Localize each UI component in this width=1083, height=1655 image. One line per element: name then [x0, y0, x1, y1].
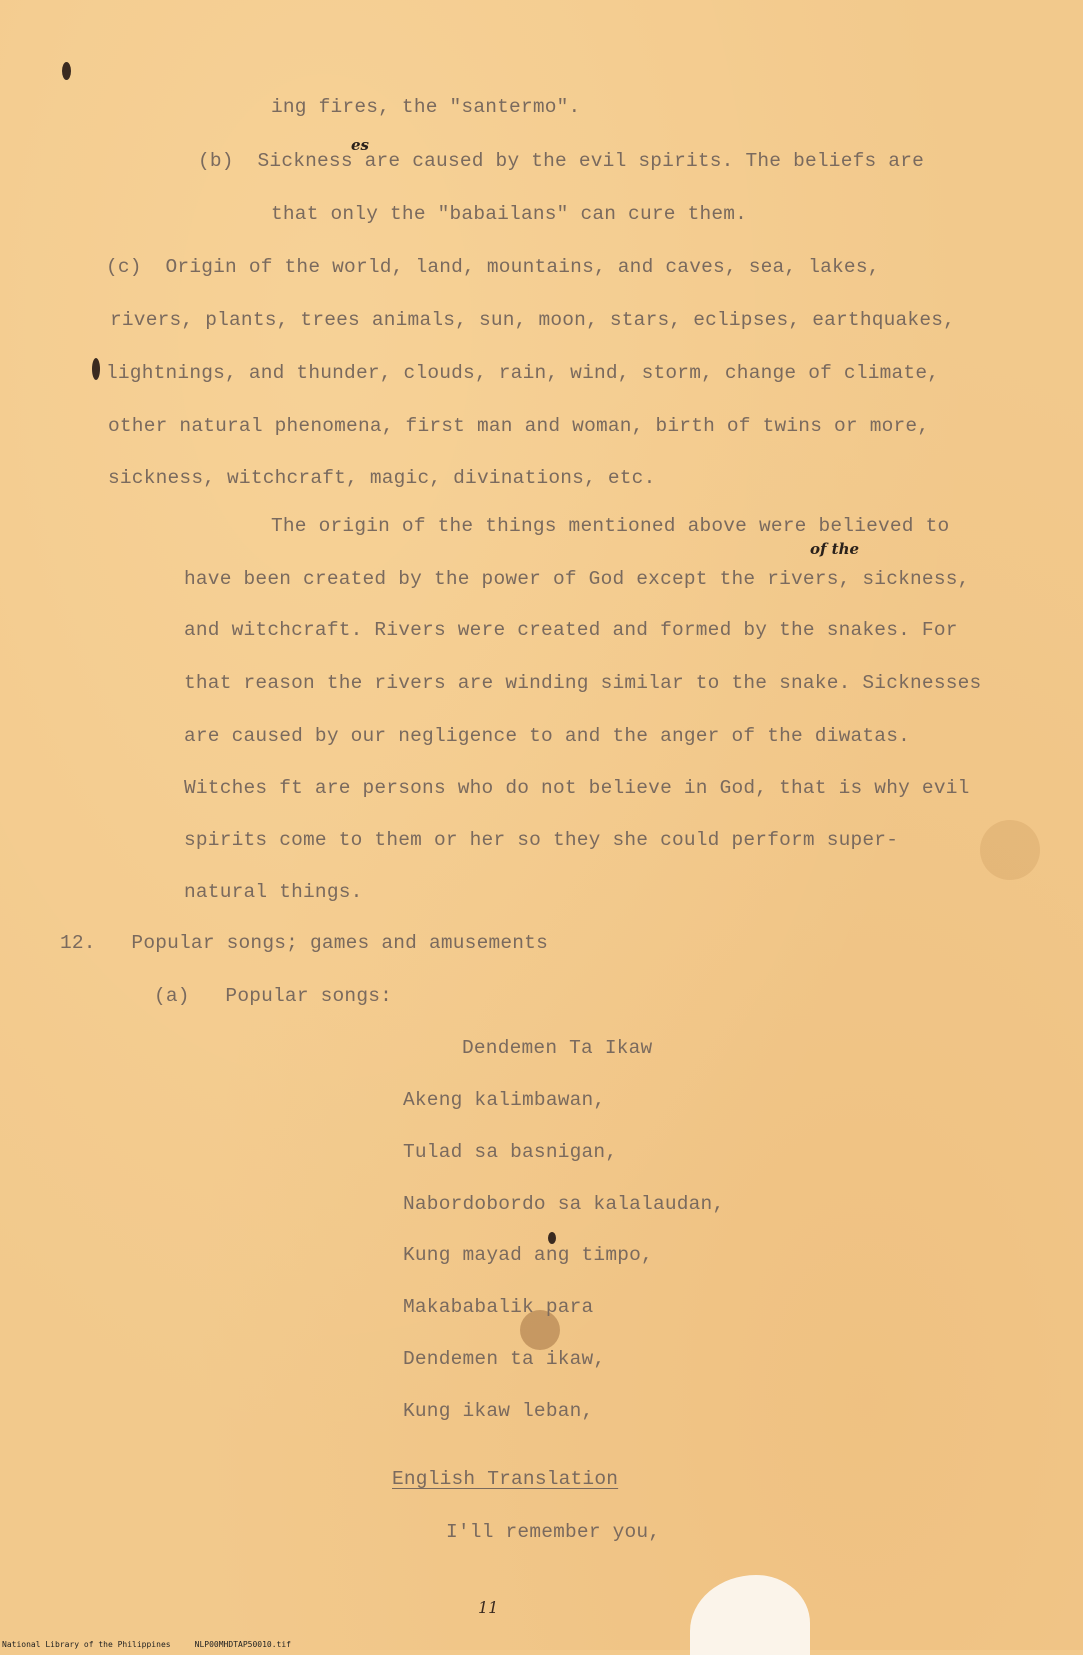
handwritten-insert: of the: [810, 540, 860, 558]
torn-corner: [690, 1575, 810, 1655]
text-line: have been created by the power of God except the rivers, sickness,: [184, 568, 970, 590]
song-line: Tulad sa basnigan,: [403, 1141, 618, 1163]
song-line: Kung mayad ang timpo,: [403, 1244, 653, 1266]
ink-mark: [548, 1232, 556, 1244]
song-line: Kung ikaw leban,: [403, 1400, 594, 1422]
translation-line: I'll remember you,: [446, 1521, 661, 1543]
translation-heading: English Translation: [392, 1468, 619, 1490]
text-line: Witches ft are persons who do not believe in God, that is why evil: [184, 777, 970, 799]
song-title: Dendemen Ta Ikaw: [462, 1037, 653, 1059]
text-line: rivers, plants, trees animals, sun, moon, stars, eclipses, earthquakes,: [110, 309, 956, 331]
song-line: Makababalik para: [403, 1296, 594, 1318]
text-line: (b) Sickness are caused by the evil spirits. The beliefs are: [198, 150, 925, 172]
stain: [980, 820, 1040, 880]
text-line: spirits come to them or her so they she could perform super-: [184, 829, 899, 851]
song-line: Nabordobordo sa kalalaudan,: [403, 1193, 725, 1215]
page-number: 11: [478, 1598, 499, 1617]
text-line: are caused by our negligence to and the anger of the diwatas.: [184, 725, 911, 747]
ink-mark: [62, 62, 71, 80]
text-line: and witchcraft. Rivers were created and formed by the snakes. For: [184, 619, 958, 641]
subsection-heading: (a) Popular songs:: [154, 985, 393, 1007]
text-line: that only the "babailans" can cure them.: [271, 203, 748, 225]
text-line: sickness, witchcraft, magic, divinations, etc.: [108, 467, 656, 489]
text-line: natural things.: [184, 881, 363, 903]
section-heading: 12. Popular songs; games and amusements: [60, 932, 548, 954]
ink-mark: [92, 358, 100, 380]
text-line: (c) Origin of the world, land, mountains, and caves, sea, lakes,: [106, 256, 880, 278]
song-line: Akeng kalimbawan,: [403, 1089, 606, 1111]
text-line: that reason the rivers are winding similar to the snake. Sicknesses: [184, 672, 982, 694]
archive-footer: National Library of the Philippines NLP00MHDTAP50010.tif: [2, 1640, 291, 1649]
text-line: other natural phenomena, first man and woman, birth of twins or more,: [108, 415, 930, 437]
handwritten-insert: es: [351, 136, 369, 154]
text-line: ing fires, the "santermo".: [271, 96, 581, 118]
text-line: lightnings, and thunder, clouds, rain, wind, storm, change of climate,: [106, 362, 940, 384]
text-line: The origin of the things mentioned above were believed to: [271, 515, 950, 537]
song-line: Dendemen ta ikaw,: [403, 1348, 606, 1370]
